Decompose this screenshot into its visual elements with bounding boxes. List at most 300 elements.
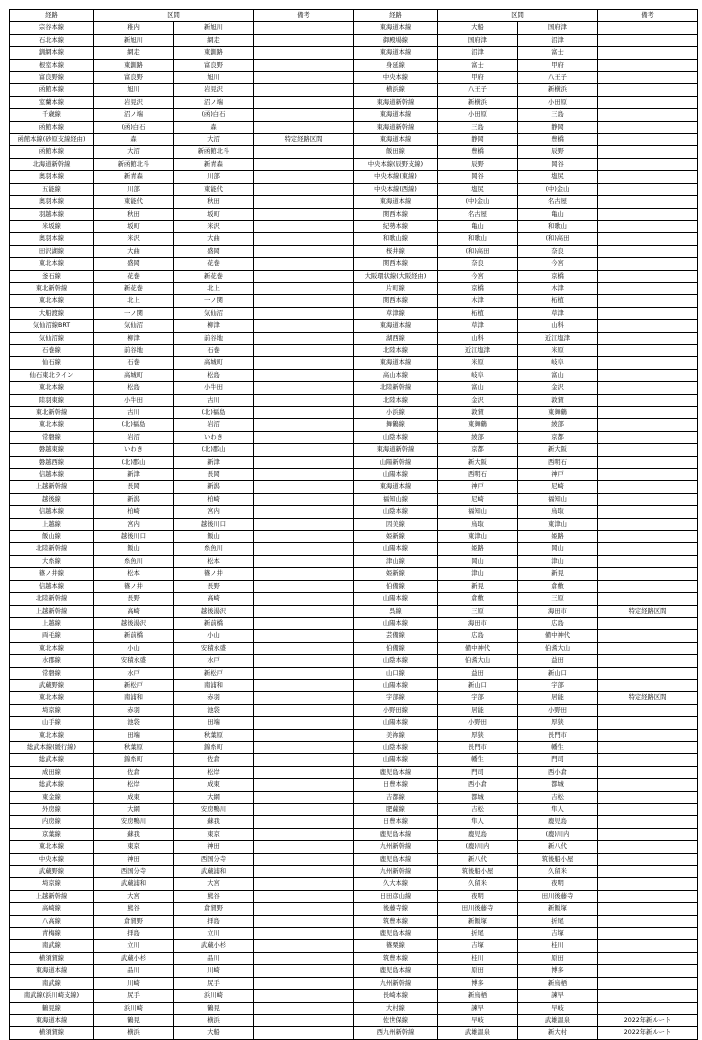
right-to-cell: 隼人: [518, 804, 598, 816]
right-to-cell: 桂川: [518, 940, 598, 952]
left-note-cell: [254, 109, 354, 121]
left-route-cell: 内房線: [10, 816, 94, 828]
right-route-cell: 福知山線: [354, 493, 438, 505]
table-row: [10, 344, 698, 356]
left-to-cell: 小牛田: [174, 382, 254, 394]
left-from-cell: 新青森: [94, 171, 174, 183]
right-route-cell: 日豊本線: [354, 816, 438, 828]
left-to-cell: 川部: [174, 171, 254, 183]
right-route-cell: 山陽本線: [354, 679, 438, 691]
table-row: [10, 952, 698, 964]
left-note-cell: [254, 729, 354, 741]
right-from-cell: 東舞鶴: [438, 419, 518, 431]
right-note-cell: [598, 952, 698, 964]
left-to-cell: 新津: [174, 456, 254, 468]
right-note-cell: [598, 729, 698, 741]
left-to-cell: 大曲: [174, 233, 254, 245]
right-to-cell: 山科: [518, 320, 598, 332]
left-route-cell: 南武線: [10, 940, 94, 952]
left-from-cell: 川部: [94, 183, 174, 195]
right-route-cell: 山陰本線: [354, 741, 438, 753]
table-row: [10, 903, 698, 915]
left-note-cell: [254, 146, 354, 158]
right-note-cell: [598, 568, 698, 580]
left-from-cell: 蘇我: [94, 828, 174, 840]
table-row: [10, 183, 698, 195]
left-from-cell: いわき: [94, 444, 174, 456]
right-from-cell: 海田市: [438, 617, 518, 629]
right-from-cell: 名古屋: [438, 208, 518, 220]
right-from-cell: 奈良: [438, 258, 518, 270]
right-to-cell: 鹿児島: [518, 816, 598, 828]
left-route-cell: 上越新幹線: [10, 890, 94, 902]
left-route-cell: 中央本線: [10, 853, 94, 865]
right-note-cell: [598, 828, 698, 840]
left-to-cell: 東京: [174, 828, 254, 840]
left-note-cell: [254, 816, 354, 828]
right-from-cell: 三島: [438, 121, 518, 133]
right-from-cell: 甲府: [438, 72, 518, 84]
right-route-cell: 中央本線: [354, 72, 438, 84]
right-from-cell: 静岡: [438, 134, 518, 146]
right-route-cell: 東海道本線: [354, 481, 438, 493]
left-note-cell: [254, 96, 354, 108]
right-from-cell: 富山: [438, 382, 518, 394]
table-row: [10, 580, 698, 592]
table-row: [10, 555, 698, 567]
right-to-cell: 長門市: [518, 729, 598, 741]
left-route-cell: 北陸新幹線: [10, 543, 94, 555]
right-from-cell: 益田: [438, 667, 518, 679]
left-note-cell: [254, 258, 354, 270]
left-to-cell: 松島: [174, 369, 254, 381]
left-route-cell: 気仙沼線: [10, 332, 94, 344]
right-note-cell: [598, 543, 698, 555]
table-row: [10, 382, 698, 394]
right-to-cell: 都城: [518, 779, 598, 791]
right-note-cell: [598, 741, 698, 753]
right-note-cell: [598, 369, 698, 381]
right-from-cell: 都城: [438, 791, 518, 803]
route-table: [9, 9, 698, 1040]
right-note-cell: [598, 717, 698, 729]
table-row: [10, 741, 698, 753]
right-note-cell: [598, 493, 698, 505]
left-route-cell: 磐越西線: [10, 456, 94, 468]
right-to-cell: 和歌山: [518, 220, 598, 232]
left-from-cell: 小牛田: [94, 394, 174, 406]
left-note-cell: [254, 34, 354, 46]
right-from-cell: 三原: [438, 605, 518, 617]
right-from-cell: 敦賀: [438, 407, 518, 419]
right-note-cell: [598, 915, 698, 927]
right-route-cell: 鹿児島本線: [354, 766, 438, 778]
table-row: [10, 617, 698, 629]
right-from-cell: 和歌山: [438, 233, 518, 245]
right-from-cell: 綾部: [438, 431, 518, 443]
right-to-cell: 八王子: [518, 72, 598, 84]
table-row: [10, 890, 698, 902]
left-to-cell: 成東: [174, 779, 254, 791]
table-row: [10, 1002, 698, 1014]
right-route-cell: 伯備線: [354, 580, 438, 592]
right-note-cell: [598, 245, 698, 257]
table-row: [10, 134, 698, 146]
right-note-cell: [598, 357, 698, 369]
right-to-cell: 海田市: [518, 605, 598, 617]
right-from-cell: 新横浜: [438, 96, 518, 108]
left-route-cell: 総武本線: [10, 754, 94, 766]
left-to-cell: 東能代: [174, 183, 254, 195]
right-from-cell: 幡生: [438, 754, 518, 766]
right-to-cell: 岡谷: [518, 158, 598, 170]
left-to-cell: 前谷地: [174, 332, 254, 344]
left-note-cell: [254, 1014, 354, 1026]
route-table-body: [10, 22, 698, 1039]
table-row: [10, 506, 698, 518]
left-from-cell: 岩沼: [94, 431, 174, 443]
table-row: [10, 630, 698, 642]
left-from-cell: 拝島: [94, 928, 174, 940]
left-from-cell: 佐倉: [94, 766, 174, 778]
right-from-cell: 国府津: [438, 34, 518, 46]
right-from-cell: 長門市: [438, 741, 518, 753]
right-route-cell: 山陽本線: [354, 754, 438, 766]
left-note-cell: [254, 642, 354, 654]
header-row: [10, 10, 698, 22]
right-from-cell: 田川後藤寺: [438, 903, 518, 915]
left-to-cell: (北)福島: [174, 407, 254, 419]
left-to-cell: 川崎: [174, 965, 254, 977]
right-from-cell: 伯耆大山: [438, 655, 518, 667]
right-from-cell: 豊橋: [438, 146, 518, 158]
right-to-cell: 姫路: [518, 531, 598, 543]
right-from-cell: 早岐: [438, 1014, 518, 1026]
left-from-cell: (北)福島: [94, 419, 174, 431]
right-from-cell: 博多: [438, 977, 518, 989]
left-from-cell: 田端: [94, 729, 174, 741]
left-from-cell: 東能代: [94, 196, 174, 208]
right-route-cell: 宇部線: [354, 692, 438, 704]
left-to-cell: 盛岡: [174, 245, 254, 257]
left-to-cell: 新旭川: [174, 22, 254, 34]
right-note-cell: [598, 121, 698, 133]
left-note-cell: [254, 605, 354, 617]
left-route-cell: 東金線: [10, 791, 94, 803]
right-to-cell: 京橋: [518, 270, 598, 282]
left-route-cell: 仙石線: [10, 357, 94, 369]
left-from-cell: 東京: [94, 841, 174, 853]
right-to-cell: 辰野: [518, 146, 598, 158]
right-to-cell: 神戸: [518, 469, 598, 481]
left-from-cell: 一ノ関: [94, 307, 174, 319]
left-note-cell: [254, 655, 354, 667]
left-from-cell: 新花巻: [94, 282, 174, 294]
right-from-cell: 久留米: [438, 878, 518, 890]
left-note-cell: [254, 22, 354, 34]
right-note-cell: [598, 258, 698, 270]
right-to-cell: 早岐: [518, 1002, 598, 1014]
left-from-cell: 新前橋: [94, 630, 174, 642]
left-note-cell: [254, 915, 354, 927]
right-from-cell: 新八代: [438, 853, 518, 865]
left-to-cell: 熊谷: [174, 890, 254, 902]
left-note-cell: [254, 382, 354, 394]
right-from-cell: 桂川: [438, 952, 518, 964]
right-from-cell: 宇部: [438, 692, 518, 704]
left-route-cell: 両毛線: [10, 630, 94, 642]
table-row: [10, 531, 698, 543]
right-route-cell: 飯田線: [354, 146, 438, 158]
left-from-cell: 品川: [94, 965, 174, 977]
left-route-cell: 東北本線: [10, 258, 94, 270]
left-note-cell: [254, 431, 354, 443]
right-note-cell: [598, 47, 698, 59]
right-note-cell: [598, 866, 698, 878]
left-note-cell: [254, 940, 354, 952]
right-to-cell: 小田原: [518, 96, 598, 108]
right-to-cell: 新見: [518, 568, 598, 580]
right-route-cell: 山陰本線: [354, 431, 438, 443]
left-route-cell: 常磐線: [10, 667, 94, 679]
right-note-cell: [598, 990, 698, 1002]
right-from-cell: 沼津: [438, 47, 518, 59]
right-to-cell: 小野田: [518, 704, 598, 716]
left-from-cell: 南浦和: [94, 692, 174, 704]
left-from-cell: 新潟: [94, 493, 174, 505]
left-route-cell: 総武本線: [10, 779, 94, 791]
left-note-cell: [254, 667, 354, 679]
table-row: [10, 34, 698, 46]
left-route-cell: 釜石線: [10, 270, 94, 282]
left-route-cell: 釧網本線: [10, 47, 94, 59]
left-note-cell: [254, 208, 354, 220]
left-to-cell: 新青森: [174, 158, 254, 170]
left-to-cell: 柳津: [174, 320, 254, 332]
right-from-cell: 小田原: [438, 109, 518, 121]
right-route-cell: 山陽新幹線: [354, 456, 438, 468]
right-to-cell: 東津山: [518, 518, 598, 530]
right-to-cell: 国府津: [518, 22, 598, 34]
table-row: [10, 357, 698, 369]
right-route-cell: 山陽本線: [354, 717, 438, 729]
right-route-cell: 東海道新幹線: [354, 121, 438, 133]
left-to-cell: 新函館北斗: [174, 146, 254, 158]
left-route-cell: 石巻線: [10, 344, 94, 356]
right-note-cell: [598, 469, 698, 481]
right-route-cell: 関西本線: [354, 208, 438, 220]
right-route-cell: 九州新幹線: [354, 841, 438, 853]
left-note-cell: [254, 568, 354, 580]
right-from-cell: 吉塚: [438, 940, 518, 952]
left-to-cell: 網走: [174, 34, 254, 46]
left-note-cell: [254, 270, 354, 282]
right-note-cell: [598, 977, 698, 989]
left-from-cell: 神田: [94, 853, 174, 865]
table-row: [10, 72, 698, 84]
left-note-cell: [254, 518, 354, 530]
left-note-cell: [254, 158, 354, 170]
table-row: [10, 1014, 698, 1026]
right-from-cell: 鳥取: [438, 518, 518, 530]
right-to-cell: 原田: [518, 952, 598, 964]
right-note-cell: [598, 804, 698, 816]
left-to-cell: 新潟: [174, 481, 254, 493]
left-from-cell: 新津: [94, 469, 174, 481]
left-route-cell: 北海道新幹線: [10, 158, 94, 170]
right-to-cell: 武雄温泉: [518, 1014, 598, 1026]
right-from-cell: (中)金山: [438, 196, 518, 208]
right-route-cell: 北陸本線: [354, 344, 438, 356]
left-from-cell: 武蔵小杉: [94, 952, 174, 964]
left-route-cell: 陸羽東線: [10, 394, 94, 406]
right-route-cell: 関西本線: [354, 295, 438, 307]
right-note-cell: [598, 431, 698, 443]
header-section-left: 区間: [94, 10, 254, 22]
right-note-cell: [598, 506, 698, 518]
right-note-cell: [598, 593, 698, 605]
left-route-cell: 高崎線: [10, 903, 94, 915]
left-route-cell: 東北本線: [10, 295, 94, 307]
table-row: [10, 779, 698, 791]
right-to-cell: 諫早: [518, 990, 598, 1002]
right-note-cell: [598, 183, 698, 195]
left-to-cell: 安房鴨川: [174, 804, 254, 816]
table-row: [10, 704, 698, 716]
right-to-cell: 久留米: [518, 866, 598, 878]
left-note-cell: [254, 679, 354, 691]
table-row: [10, 258, 698, 270]
left-to-cell: いわき: [174, 431, 254, 443]
right-note-cell: 特定経路区間: [598, 605, 698, 617]
right-from-cell: 小野田: [438, 717, 518, 729]
right-to-cell: 伯耆大山: [518, 642, 598, 654]
left-route-cell: 南武線(浜川崎支線): [10, 990, 94, 1002]
left-route-cell: 武蔵野線: [10, 866, 94, 878]
left-from-cell: 篠ノ井: [94, 580, 174, 592]
right-to-cell: 尼崎: [518, 481, 598, 493]
right-from-cell: 柘植: [438, 307, 518, 319]
table-row: [10, 146, 698, 158]
right-to-cell: 門司: [518, 754, 598, 766]
left-to-cell: 赤羽: [174, 692, 254, 704]
right-note-cell: [598, 233, 698, 245]
left-from-cell: 高城町: [94, 369, 174, 381]
left-from-cell: 北上: [94, 295, 174, 307]
left-to-cell: 長野: [174, 580, 254, 592]
left-route-cell: 東北本線: [10, 841, 94, 853]
right-route-cell: 横浜線: [354, 84, 438, 96]
right-note-cell: [598, 320, 698, 332]
left-route-cell: 奥羽本線: [10, 233, 94, 245]
left-route-cell: 仙石東北ライン: [10, 369, 94, 381]
left-from-cell: 岩見沢: [94, 96, 174, 108]
left-to-cell: 浜川崎: [174, 990, 254, 1002]
right-from-cell: 近江塩津: [438, 344, 518, 356]
right-to-cell: 奈良: [518, 245, 598, 257]
right-route-cell: 因美線: [354, 518, 438, 530]
left-to-cell: 岩見沢: [174, 84, 254, 96]
left-route-cell: 横須賀線: [10, 952, 94, 964]
left-route-cell: 青梅線: [10, 928, 94, 940]
right-note-cell: [598, 1002, 698, 1014]
left-note-cell: [254, 828, 354, 840]
left-to-cell: 新前橋: [174, 617, 254, 629]
right-from-cell: 鹿児島: [438, 828, 518, 840]
right-from-cell: 京橋: [438, 282, 518, 294]
left-note-cell: [254, 977, 354, 989]
left-from-cell: 大曲: [94, 245, 174, 257]
left-from-cell: 大網: [94, 804, 174, 816]
right-route-cell: 日田彦山線: [354, 890, 438, 902]
left-from-cell: 長岡: [94, 481, 174, 493]
right-from-cell: (和)高田: [438, 245, 518, 257]
right-to-cell: 西小倉: [518, 766, 598, 778]
left-from-cell: 飯山: [94, 543, 174, 555]
right-note-cell: [598, 96, 698, 108]
left-from-cell: 安房鴨川: [94, 816, 174, 828]
left-to-cell: 武蔵浦和: [174, 866, 254, 878]
right-to-cell: 津山: [518, 555, 598, 567]
left-from-cell: 石巻: [94, 357, 174, 369]
left-from-cell: 森: [94, 134, 174, 146]
table-row: [10, 928, 698, 940]
right-to-cell: 綾部: [518, 419, 598, 431]
left-note-cell: [254, 766, 354, 778]
table-row: [10, 754, 698, 766]
left-route-cell: 南武線: [10, 977, 94, 989]
left-route-cell: 奥羽本線: [10, 196, 94, 208]
left-note-cell: [254, 456, 354, 468]
left-from-cell: 古川: [94, 407, 174, 419]
right-from-cell: 新見: [438, 580, 518, 592]
right-note-cell: [598, 344, 698, 356]
right-note-cell: [598, 531, 698, 543]
left-from-cell: 西国分寺: [94, 866, 174, 878]
table-row: [10, 915, 698, 927]
right-note-cell: [598, 208, 698, 220]
left-route-cell: 函館本線(砂原支線経由): [10, 134, 94, 146]
right-route-cell: 湖西線: [354, 332, 438, 344]
left-note-cell: [254, 692, 354, 704]
left-from-cell: 柏崎: [94, 506, 174, 518]
table-row: [10, 828, 698, 840]
left-route-cell: 横須賀線: [10, 1027, 94, 1039]
left-note-cell: [254, 543, 354, 555]
table-row: [10, 282, 698, 294]
right-from-cell: 山科: [438, 332, 518, 344]
left-note-cell: [254, 531, 354, 543]
table-row: [10, 729, 698, 741]
right-route-cell: 東海道新幹線: [354, 96, 438, 108]
right-to-cell: (鹿)川内: [518, 828, 598, 840]
table-row: [10, 717, 698, 729]
table-row: [10, 332, 698, 344]
right-route-cell: 佐世保線: [354, 1014, 438, 1026]
right-note-cell: [598, 146, 698, 158]
left-from-cell: 大沼: [94, 146, 174, 158]
right-route-cell: 久大本線: [354, 878, 438, 890]
right-to-cell: 吉塚: [518, 928, 598, 940]
right-from-cell: (鹿)川内: [438, 841, 518, 853]
right-note-cell: [598, 555, 698, 567]
left-to-cell: 池袋: [174, 704, 254, 716]
left-route-cell: 東北本線: [10, 382, 94, 394]
left-note-cell: [254, 717, 354, 729]
right-route-cell: 山口線: [354, 667, 438, 679]
table-row: [10, 878, 698, 890]
left-route-cell: 磐越東線: [10, 444, 94, 456]
